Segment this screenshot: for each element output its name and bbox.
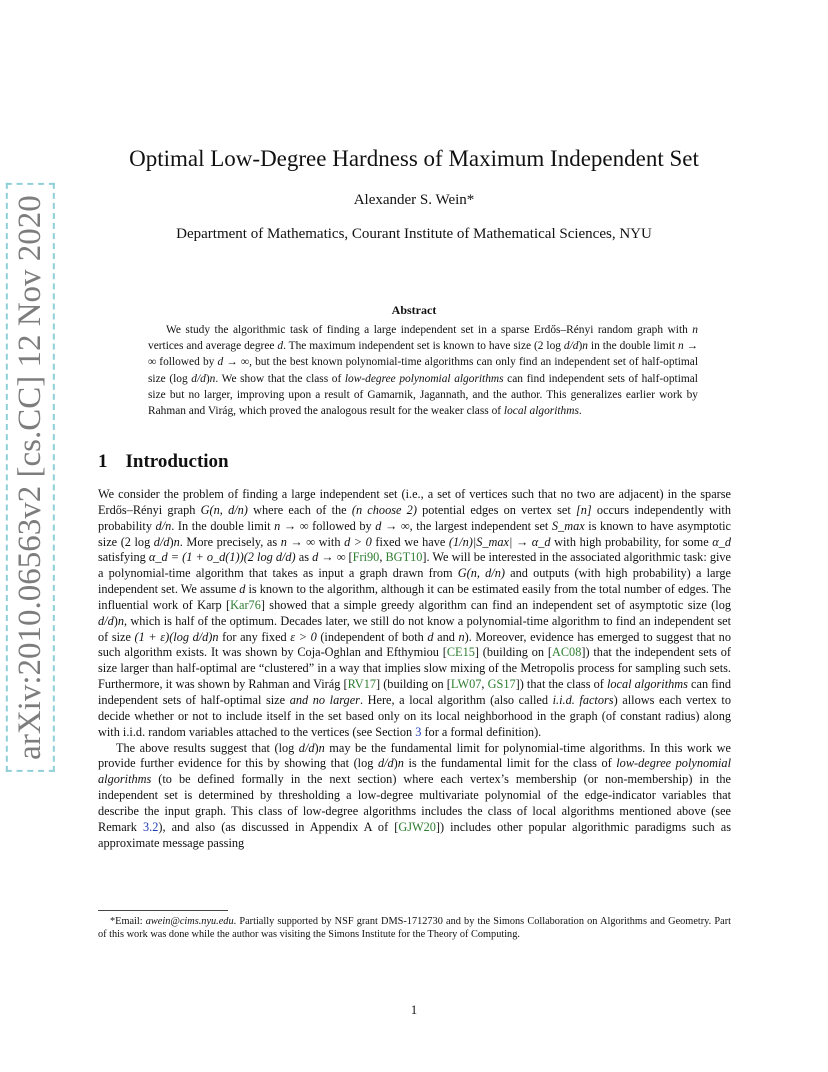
citation-link[interactable]: GS17: [487, 677, 516, 692]
author-name: Alexander S. Wein*: [353, 192, 475, 208]
remark-ref-link[interactable]: 3.2: [142, 819, 159, 834]
abstract-heading: Abstract: [391, 303, 437, 317]
citation-link[interactable]: BGT10: [385, 550, 423, 565]
author-affiliation: Department of Mathematics, Courant Institute of Mathematical Sciences, NYU: [176, 226, 652, 242]
section-ref-link[interactable]: 3: [415, 724, 422, 739]
citation-link[interactable]: AC08: [551, 645, 582, 660]
abstract-text: We study the algorithmic task of finding a large independent set in a sparse Erdős–Rényi random graph with n vertices and average degree d. The maximum independent set is known to have size (2 log d/d)n in the double limit n → ∞ followed by d → ∞, but the best known polynomial-time algorithms can only find an independent set of half-optimal size (log d/d)n. We show that the class of low-degree polynomial algorithms can find independent sets of half-optimal size but no larger, improving upon a result of Gamarnik, Jagannath, and the author. This generalizes earlier work by Rahman and Virág, which proved the analogous result for the weaker class of local algorithms.: [148, 324, 698, 418]
citation-link[interactable]: RV17: [347, 677, 376, 692]
citation-link[interactable]: CE15: [446, 645, 475, 660]
section-number: 1: [98, 451, 108, 472]
section-heading: [98, 451, 229, 473]
citation-link[interactable]: LW07: [450, 677, 482, 692]
body-text: [98, 487, 731, 851]
paragraph: We consider the problem of finding a large independent set (i.e., a set of vertices such that no two are adjacent) in the sparse Erdős–Rényi graph G(n, d/n) where each of the (n choose 2) potential edges on vertex set [n] occurs independently with probability d/n. In the double limit n → ∞ followed by d → ∞, the largest independent set S_max is known to have asymptotic size (2 log d/d)n. More precisely, as n → ∞ with d > 0 fixed we have (1/n)|S_max| → α_d with high probability, for some α_d satisfying α_d = (1 + o_d(1))(2 log d/d) as d → ∞ [Fri90, BGT10]. We will be interested in the associated algorithmic task: give a polynomial-time algorithm that takes as input a graph drawn from G(n, d/n) and outputs (with high probability) a large independent set. We assume d is known to the algorithm, although it can be estimated easily from the total number of edges. The influential work of Karp [Kar76] showed that a simple greedy algorithm can find an independent set of asymptotic size (log d/d)n, which is half of the optimum. Decades later, we still do not know a polynomial-time algorithm to find an independent set of size (1 + ε)(log d/d)n for any fixed ε > 0 (independent of both d and n). Moreover, evidence has emerged to suggest that no such algorithm exists. It was shown by Coja-Oghlan and Efthymiou [CE15] (building on [AC08]) that the independent sets of size larger than half-optimal are “clustered” in a way that implies slow mixing of the Metropolis process for sampling such sets. Furthermore, it was shown by Rahman and Virág [RV17] (building on [LW07, GS17]) that the class of local algorithms can find independent sets of half-optimal size and no larger. Here, a local algorithm (also called i.i.d. factors) allows each vertex to decide whether or not to include itself in the set based only on its local neighborhood in the graph (of constant radius) along with i.i.d. random variables attached to the vertices (see Section 3 for a formal definition).: [98, 487, 732, 739]
paragraph: The above results suggest that (log d/d)n may be the fundamental limit for polynomial-time algorithms. In this work we provide further evidence for this by showing that (log d/d)n is the fundamental limit for the class of low-degree polynomial algorithms (to be defined formally in the next section) where each vertex’s membership (or non-membership) in the independent set is determined by thresholding a low-degree multivariate polynomial of the edge-indicator variables that describe the input graph. This class of low-degree algorithms includes the class of local algorithms mentioned above (see Remark 3.2), and also (as discussed in Appendix A of [GJW20]) includes other popular algorithmic paradigms such as approximate message passing: [98, 740, 731, 850]
section-title: Introduction: [125, 451, 229, 472]
footnote: *Email: awein@cims.nyu.edu. Partially supported by NSF grant DMS-1712730 and by the Simons Collaboration on Algorithms and Geometry. Part of this work was done while the author was visiting the Simons Institute for the Theory of Computing.: [98, 916, 731, 940]
arxiv-sidebar-stamp: [4, 195, 56, 760]
citation-link[interactable]: GJW20: [398, 819, 436, 834]
page-number: 1: [410, 1003, 418, 1017]
paper-title: Optimal Low-Degree Hardness of Maximum Independent Set: [129, 146, 699, 171]
citation-link[interactable]: Kar76: [230, 597, 261, 612]
citation-link[interactable]: Fri90: [352, 550, 380, 565]
footnote-rule: [98, 910, 228, 911]
arxiv-identifier: arXiv:2010.06563v2 [cs.CC] 12 Nov 2020: [12, 189, 49, 766]
email-link[interactable]: awein@cims.nyu.edu: [145, 916, 234, 927]
